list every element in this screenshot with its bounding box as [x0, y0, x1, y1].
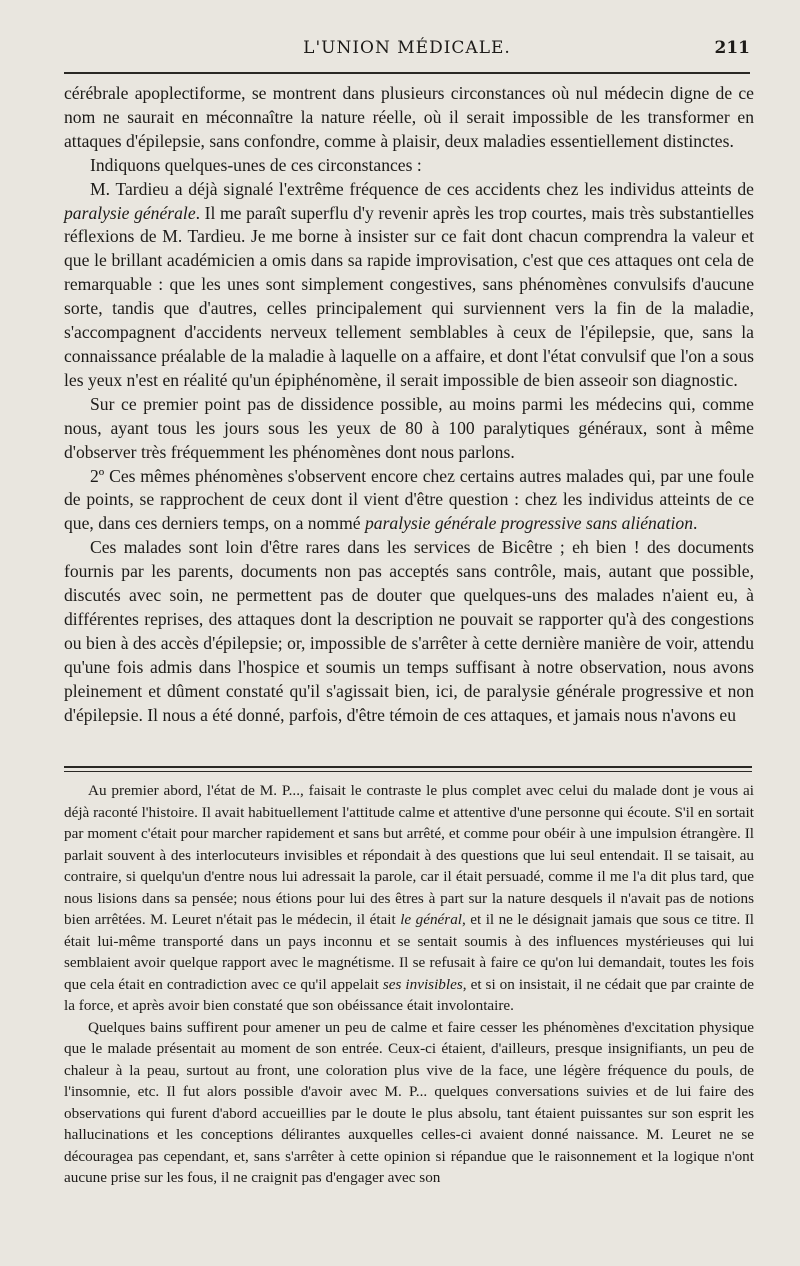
footnote-paragraph — [64, 1017, 754, 1189]
italic-term: paralysie générale progressive sans aliénation — [364, 513, 694, 534]
text-run: 2º Ces mêmes phénomènes s'observent encore chez certains autres malades qui, par une foule de points, se rapprochent de ceux dont il vient d'être question : chez les individus atteints de ce que, dans ces derniers temps, on a nommé — [64, 465, 754, 534]
journal-title: L'UNION MÉDICALE. — [303, 38, 511, 58]
page-number: 211 — [714, 38, 750, 58]
body-paragraph — [64, 178, 754, 393]
text-run: cérébrale apoplectiforme, se montrent dans plusieurs circonstances où nul médecin digne de ce nom ne saurait en méconnaître la nature réelle, où il serait impossible de les transformer en attaques d'épilepsie, sans confondre, comme à plaisir, deux maladies essentiellement distinctes. — [64, 83, 754, 151]
body-paragraph — [64, 465, 754, 537]
body-paragraph — [64, 82, 754, 154]
text-run: . Il me paraît superflu d'y revenir après les trop courtes, mais très substantielles réflexions de M. Tardieu. Je me borne à insister sur ce fait dont chacun comprendra la valeur et que le brillant académicien a omis dans sa rapide improvisation, c'est que ces attaques ont cela de remarquable : que les unes sont simplement congestives, sans phénomènes convulsifs d'aucune sorte, tandis que d'autres, celles principalement qui surviennent vers la fin de la maladie, s'accompagnent d'accidents nerveux tellement semblables à ceux de l'épilepsie, que, sans la connaissance préalable de la maladie à laquelle on a affaire, et dont l'état convulsif que l'on a sous les yeux n'est en réalité qu'un épiphénomène, il serait impossible de bien asseoir son diagnostic. — [64, 202, 754, 390]
text-run: Indiquons quelques-unes de ces circonstances : — [90, 154, 422, 175]
text-run: Sur ce premier point pas de dissidence possible, au moins parmi les médecins qui, comme nous, ayant tous les jours sous les yeux de 80 à 100 paralytiques généraux, sont à même d'observer très fréquemment les phénomènes dont nous parlons. — [64, 393, 754, 462]
text-run: Quelques bains suffirent pour amener un peu de calme et faire cesser les phénomènes d'excitation physique que le malade présentait au moment de son entrée. Ceux-ci étaient, d'ailleurs, presque insignifiants, un peu de chaleur à la peau, surtout au front, une coloration plus vive de la face, une légère fréquence du pouls, de l'insomnie, etc. Il fut alors possible d'avoir avec M. P... quelques conversations suivies et de lui faire des observations qui furent d'abord accueillies par le doute le plus absolu, tant étaient puissantes sur son esprit les hallucinations et les conceptions délirantes auxquelles celles-ci avaient donné naissance. M. Leuret ne se découragea pas cependant, et, sans s'arrêter à cette opinion si répandue que le raisonnement et la logique n'ont aucune prise sur les fous, il ne craignit pas d'engager avec son — [64, 1018, 754, 1186]
text-run: . — [693, 513, 698, 534]
text-run: Ces malades sont loin d'être rares dans les services de Bicêtre ; eh bien ! des documents fournis par les parents, documents non pas acceptés sans contrôle, mais, autant que possible, discutés avec soin, ne permettent pas de douter que quelques-uns des malades n'aient eu, à différentes reprises, des attaques dont la description ne pouvait se rapporter qu'à des congestions ou bien à des accès d'épilepsie; or, impossible de s'arrêter à cette dernière manière de voir, attendu qu'une fois admis dans l'hospice et soumis un temps suffisant à notre observation, nous avons pleinement et dûment constaté qu'il s'agissait bien, ici, de paralysie générale progressive et non d'épilepsie. Il nous a été donné, parfois, d'être témoin de ces attaques, et jamais nous n'avons eu — [64, 537, 754, 725]
text-run: , et il ne le désignait jamais que sous ce titre. Il était lui-même transporté dans un pays inconnu et se sentait soumis à des influences mystérieuses qui lui semblaient avoir quelque rapport avec le magnétisme. Il se refusait à faire ce qu'on lui demandait, toutes les fois que cela était en contradiction avec ce qu'il appelait — [64, 911, 754, 993]
main-text — [64, 82, 754, 727]
footnote-rule — [64, 766, 752, 768]
text-run: , et si on insistait, il ne cédait que par crainte de la force, et après avoir bien constaté que son obéissance était involontaire. — [64, 975, 755, 1014]
body-paragraph — [64, 536, 754, 727]
text-run: Au premier abord, l'état de M. P..., faisait le contraste le plus complet avec celui du malade dont je vous ai déjà raconté l'histoire. Il avait habituellement l'attitude calme et attentive d'une personne qui écoute. S'il en sortait par moment c'était pour marcher rapidement et sans but arrêté, et comme pour obéir à une impulsion étrangère. Il parlait souvent à des interlocuteurs invisibles et répondait à des questions que lui seul entendait. Il se taisait, au contraire, si quelqu'un d'entre nous lui adressait la parole, car il était persuadé, comme il me l'a dit plus tard, que nous lisions dans sa pensée; nous étions pour lui des êtres à part sur la nature desquels il n'avait pas de notions bien arrêtées. M. Leuret n'était pas le médecin, il était — [64, 782, 754, 928]
footnote-rule-thin — [64, 771, 752, 772]
italic-term: paralysie générale — [64, 202, 196, 223]
body-paragraph — [64, 154, 754, 178]
footnote-paragraph — [64, 780, 754, 1017]
body-paragraph — [64, 393, 754, 465]
italic-term: le général — [400, 911, 463, 928]
footnote-text — [64, 780, 754, 1189]
running-header — [64, 34, 750, 64]
header-rule — [64, 72, 750, 74]
italic-term: ses invisibles — [382, 975, 463, 993]
text-run: M. Tardieu a déjà signalé l'extrême fréquence de ces accidents chez les individus atteints de — [90, 178, 754, 199]
